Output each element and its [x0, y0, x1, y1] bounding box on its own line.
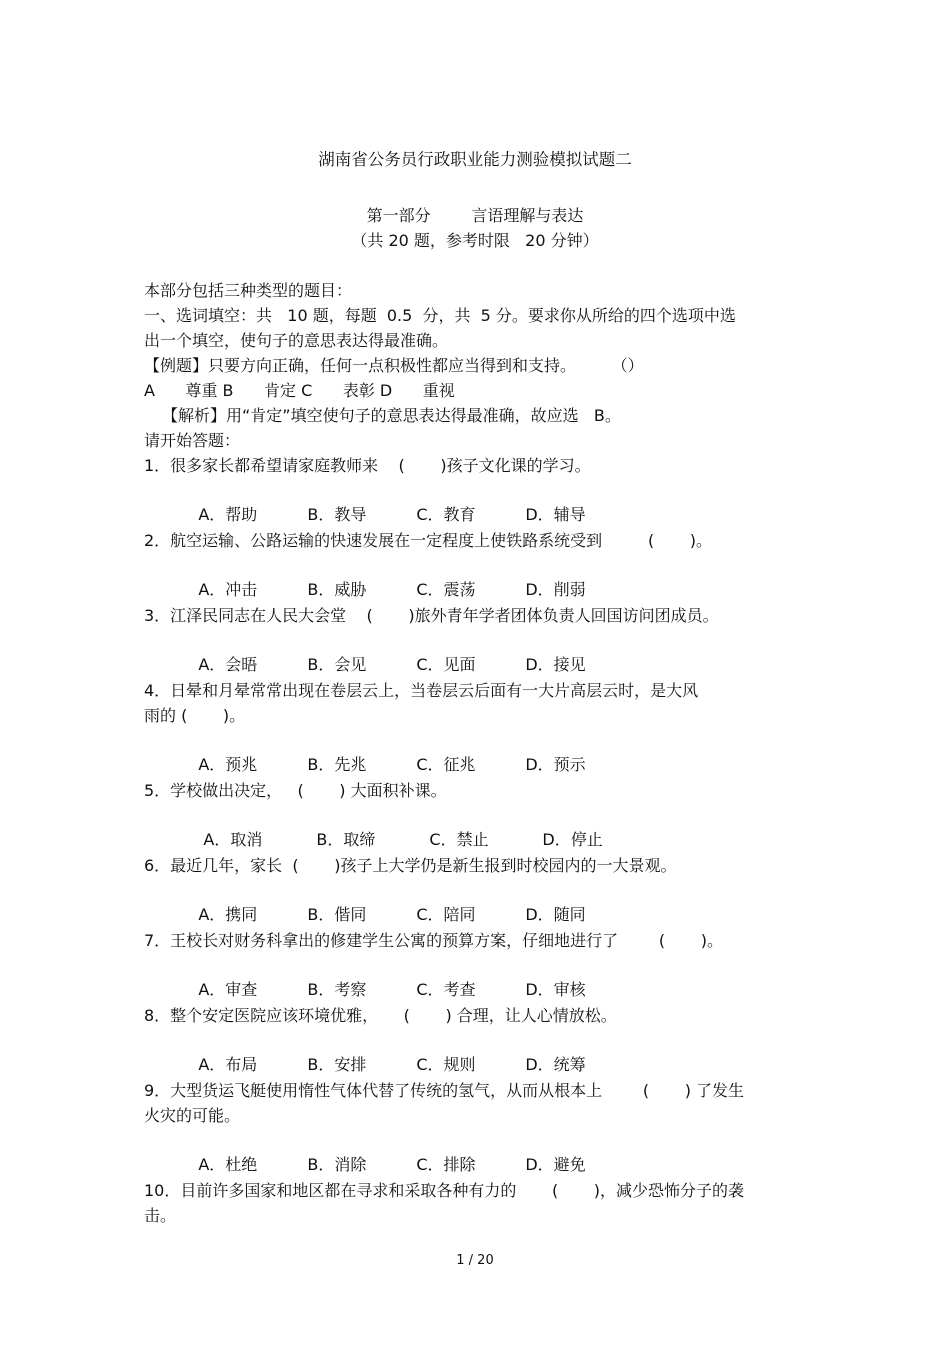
question-text: 8．整个安定医院应该环境优雅， ( ) 合理，让人心情放松。 [144, 1006, 617, 1025]
option: B．威胁 [307, 580, 367, 599]
option: A．携同 [198, 905, 258, 924]
option: B．安排 [307, 1055, 367, 1074]
option: C．震荡 [416, 580, 476, 599]
question-text: 火灾的可能。 [144, 1106, 241, 1125]
option: B．偕同 [307, 905, 367, 924]
option: C．征兆 [416, 755, 476, 774]
option: B．先兆 [307, 755, 367, 774]
option: A．会晤 [198, 655, 258, 674]
question-text: 击。 [144, 1206, 177, 1225]
part-subheading: （共 20 题，参考时限 20 分钟） [351, 231, 599, 250]
option: D．统筹 [525, 1055, 586, 1074]
intro-line: 一、选词填空：共 10 题，每题 0.5 分，共 5 分。要求你从所给的四个选项中选 [144, 306, 736, 325]
option: A．审查 [198, 980, 258, 999]
option: D．审核 [525, 980, 586, 999]
example-options: A 尊重 B 肯定 C 表彰 D 重视 [144, 381, 455, 400]
question-text: 10．目前许多国家和地区都在寻求和采取各种有力的 ( )，减少恐怖分子的袭 [144, 1181, 745, 1200]
option: C．见面 [416, 655, 476, 674]
option: B．消除 [307, 1155, 367, 1174]
option: D．避免 [525, 1155, 586, 1174]
option: A．杜绝 [198, 1155, 258, 1174]
option: D．辅导 [525, 505, 586, 524]
option: A．布局 [198, 1055, 258, 1074]
question-text: 雨的 ( )。 [144, 706, 246, 725]
option: D．随同 [525, 905, 586, 924]
question-text: 4．日晕和月晕常常出现在卷层云上，当卷层云后面有一大片高层云时，是大风 [144, 681, 699, 700]
option: A．取消 [198, 830, 263, 849]
option: D．停止 [537, 830, 603, 849]
option: A．帮助 [198, 505, 258, 524]
question-text: 7．王校长对财务科拿出的修建学生公寓的预算方案，仔细地进行了 ( )。 [144, 931, 723, 950]
option: D．削弱 [525, 580, 586, 599]
option: B．考察 [307, 980, 367, 999]
intro-line: 本部分包括三种类型的题目： [144, 281, 353, 300]
question-text: 5．学校做出决定， ( ) 大面积补课。 [144, 781, 447, 800]
example-question: 【例题】只要方向正确，任何一点积极性都应当得到和支持。 （） [144, 356, 644, 375]
option: C．陪同 [416, 905, 476, 924]
option: C．教育 [416, 505, 476, 524]
start-instruction: 请开始答题： [144, 431, 241, 450]
option: B．教导 [307, 505, 367, 524]
option: B．会见 [307, 655, 367, 674]
question-text: 6．最近几年，家长 ( )孩子上大学仍是新生报到时校园内的一大景观。 [144, 856, 677, 875]
option: C．规则 [416, 1055, 476, 1074]
option: C．禁止 [424, 830, 489, 849]
option: D．预示 [525, 755, 586, 774]
option: C．考查 [416, 980, 476, 999]
document-title: 湖南省公务员行政职业能力测验模拟试题二 [318, 150, 632, 169]
question-text: 1．很多家长都希望请家庭教师来 ( )孩子文化课的学习。 [144, 456, 591, 475]
option: A．冲击 [198, 580, 258, 599]
example-analysis: 【解析】用“肯定”填空使句子的意思表达得最准确，故应选 B。 [162, 406, 621, 425]
question-text: 2．航空运输、公路运输的快速发展在一定程度上使铁路系统受到 ( )。 [144, 531, 713, 550]
option: C．排除 [416, 1155, 476, 1174]
option: A．预兆 [198, 755, 258, 774]
page-number: 1 / 20 [456, 1253, 494, 1268]
question-text: 9．大型货运飞艇使用惰性气体代替了传统的氢气，从而从根本上 ( ) 了发生 [144, 1081, 745, 1100]
question-text: 3．江泽民同志在人民大会堂 ( )旅外青年学者团体负责人回国访问团成员。 [144, 606, 719, 625]
intro-line: 出一个填空，使句子的意思表达得最准确。 [144, 331, 449, 350]
option: B．取缔 [311, 830, 376, 849]
part-heading: 第一部分 言语理解与表达 [366, 206, 584, 225]
option: D．接见 [525, 655, 586, 674]
